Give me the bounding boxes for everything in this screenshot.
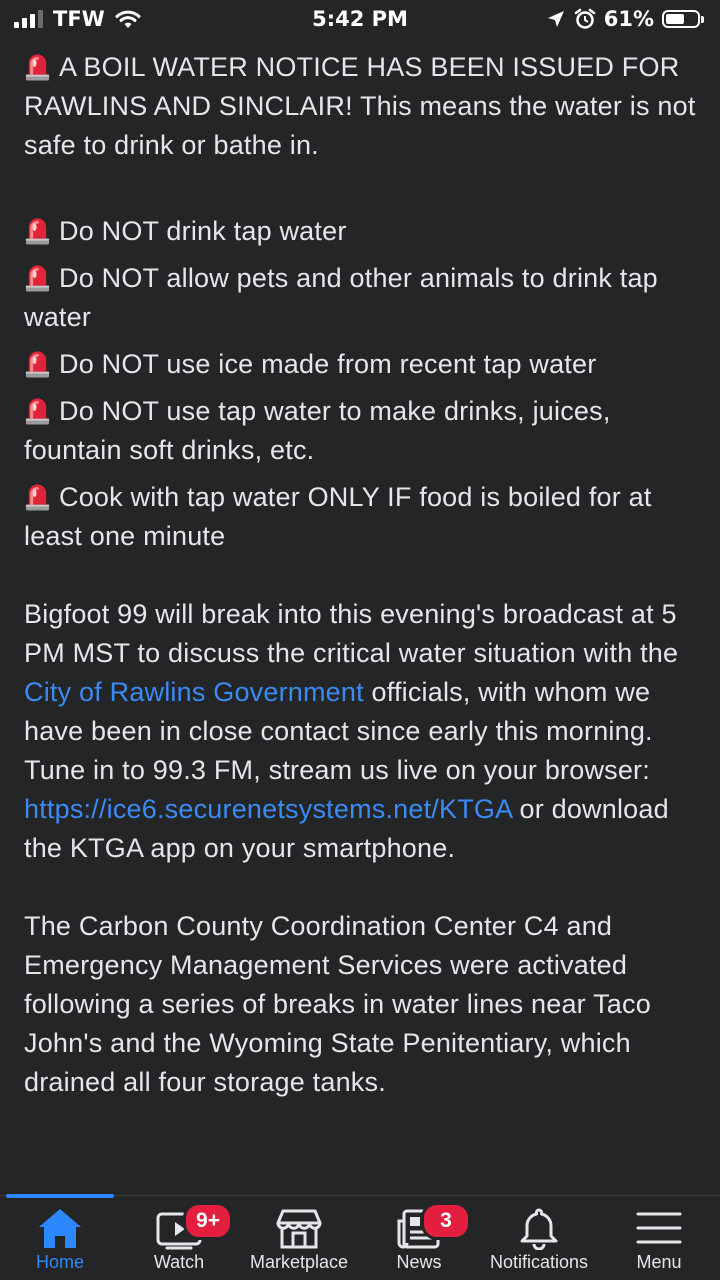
bell-icon (515, 1206, 563, 1250)
bullet-item (24, 478, 704, 556)
bullet-text: Cook with tap water ONLY IF food is boiled for at least one minute (24, 482, 652, 551)
police-light-emoji (24, 51, 51, 81)
wifi-icon (115, 9, 141, 29)
tab-label: Notifications (489, 1252, 589, 1272)
city-of-rawlins-link[interactable]: City of Rawlins Government (24, 677, 364, 707)
status-time: 5:42 PM (312, 7, 408, 31)
stream-url-link[interactable]: https://ice6.securenetsystems.net/KTGA (24, 794, 512, 824)
police-light-emoji (24, 348, 51, 378)
news-badge: 3 (421, 1202, 471, 1240)
status-bar (0, 0, 720, 40)
police-light-emoji (24, 262, 51, 292)
tab-label: Watch (153, 1252, 205, 1272)
tab-notifications[interactable] (479, 1196, 599, 1280)
bullet-item (24, 345, 704, 384)
paragraph-text: or download the KTGA app on your smartphone. (24, 794, 669, 863)
bullet-text: Do NOT drink tap water (59, 216, 347, 246)
tab-marketplace[interactable] (239, 1196, 359, 1280)
police-light-emoji (24, 395, 51, 425)
tab-label: Marketplace (249, 1252, 349, 1272)
paragraph-text: Bigfoot 99 will break into this evening's broadcast at 5 PM MST to discuss the critical water situation with the (24, 599, 679, 668)
bullet-item (24, 212, 704, 251)
tab-watch[interactable] (119, 1196, 239, 1280)
home-icon (36, 1206, 84, 1250)
broadcast-paragraph (24, 595, 704, 868)
bullet-text: Do NOT use tap water to make drinks, juices, fountain soft drinks, etc. (24, 396, 611, 465)
police-light-emoji (24, 215, 51, 245)
tab-label: News (396, 1252, 442, 1272)
tab-home[interactable] (0, 1196, 120, 1280)
signal-icon (14, 10, 43, 28)
tab-label: Menu (636, 1252, 682, 1272)
tab-label: Home (35, 1252, 84, 1272)
tab-menu[interactable] (599, 1196, 719, 1280)
hamburger-menu-icon (635, 1206, 683, 1250)
carrier-label: TFW (53, 7, 105, 31)
bullet-item (24, 259, 704, 337)
location-arrow-icon (546, 9, 566, 29)
bullet-item (24, 392, 704, 470)
post-body (24, 48, 704, 1102)
alarm-icon (574, 8, 596, 30)
intro-text: A BOIL WATER NOTICE HAS BEEN ISSUED FOR RAWLINS AND SINCLAIR! This means the water is not safe to drink or bathe in. (24, 52, 696, 160)
tab-news[interactable] (359, 1196, 479, 1280)
police-light-emoji (24, 481, 51, 511)
bullet-text: Do NOT use ice made from recent tap water (59, 349, 597, 379)
battery-icon (662, 10, 704, 28)
battery-percent: 61% (603, 7, 654, 31)
post-intro (24, 48, 704, 165)
marketplace-shop-icon (275, 1206, 323, 1250)
bottom-tab-bar (0, 1195, 720, 1280)
emergency-paragraph: The Carbon County Coordination Center C4 and Emergency Management Services were activated following a series of breaks in water lines near Taco John's and the Wyoming State Penitentiary, which drained all four storage tanks. (24, 911, 651, 1097)
paragraph-text: officials, with whom we have been in close contact since early this morning. Tune in to 99.3 FM, stream us live on your browser: (24, 677, 653, 785)
watch-badge: 9+ (183, 1202, 233, 1240)
bullet-text: Do NOT allow pets and other animals to drink tap water (24, 263, 658, 332)
